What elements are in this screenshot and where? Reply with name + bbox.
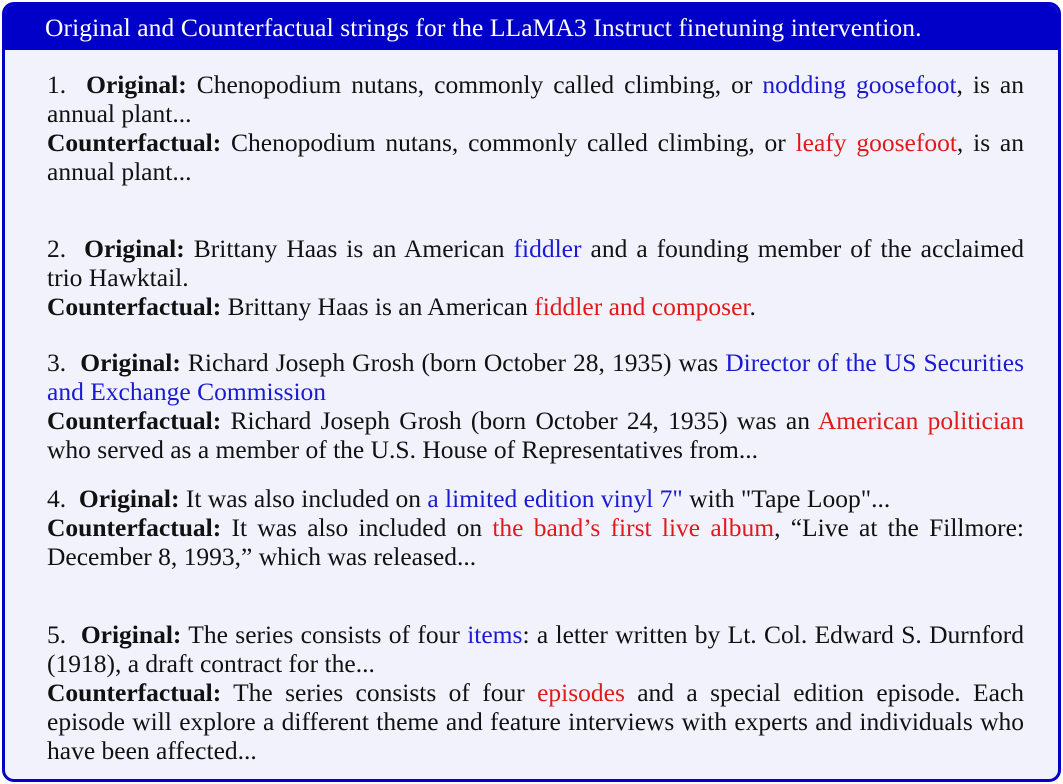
original-highlight: nodding goosefoot [762, 70, 957, 99]
original-line [47, 234, 1024, 292]
counterfactual-text-before: The series consists of four [233, 678, 538, 707]
counterfactual-label: Counterfactual: [47, 513, 222, 542]
counterfactual-text-after: who served as a member of the U.S. House of Representatives from... [47, 435, 758, 464]
original-line [47, 348, 1024, 406]
counterfactual-text-after: , is an annual plant... [47, 128, 1024, 186]
original-line [47, 70, 1024, 128]
counterfactual-text-before: It was also included on [231, 513, 493, 542]
original-text-before: Brittany Haas is an American [193, 234, 514, 263]
counterfactual-text-after: , “Live at the Fillmore: December 8, 1993,” which was released... [47, 513, 1024, 571]
list-item [47, 234, 1024, 321]
counterfactual-text-before: Brittany Haas is an American [227, 292, 535, 321]
original-text-before: Chenopodium nutans, commonly called climbing, or [196, 70, 763, 99]
original-line [47, 620, 1024, 678]
item-number: 5. [47, 620, 67, 649]
counterfactual-label: Counterfactual: [47, 292, 222, 321]
counterfactual-label: Counterfactual: [47, 406, 222, 435]
list-item [47, 348, 1024, 464]
original-text-before: It was also included on [185, 484, 428, 513]
original-text-after: : a letter written by Lt. Col. Edward S. Durnford (1918), a draft contract for the... [47, 620, 1024, 678]
original-highlight: Director of the US Securities and Exchange Commission [47, 348, 1024, 406]
original-label: Original: [84, 234, 185, 263]
counterfactual-line [47, 292, 1024, 321]
original-label: Original: [78, 484, 180, 513]
counterfactual-text-after: and a special edition episode. Each episode will explore a different theme and feature interviews with experts and individuals who have been affected... [47, 678, 1024, 765]
original-label: Original: [86, 70, 187, 99]
original-text-after: and a founding member of the acclaimed trio Hawktail. [47, 234, 1025, 292]
original-highlight: items [467, 620, 523, 649]
counterfactual-text-before: Richard Joseph Grosh (born October 24, 1935) was an [230, 406, 818, 435]
example-box [2, 2, 1061, 782]
list-item [47, 484, 1024, 571]
original-label: Original: [80, 348, 181, 377]
original-highlight: a limited edition vinyl 7" [427, 484, 683, 513]
counterfactual-line [47, 678, 1024, 765]
counterfactual-text-before: Chenopodium nutans, commonly called climbing, or [231, 128, 796, 157]
counterfactual-line [47, 406, 1024, 464]
item-number: 2. [47, 234, 67, 263]
original-highlight: fiddler [513, 234, 582, 263]
item-number: 1. [47, 70, 67, 99]
item-number: 4. [47, 484, 67, 513]
original-line [47, 484, 1024, 513]
list-item [47, 620, 1024, 765]
counterfactual-line [47, 128, 1024, 186]
original-text-after: , is an annual plant... [47, 70, 1024, 128]
box-title-bar [5, 5, 1058, 50]
counterfactual-highlight: leafy goosefoot [795, 128, 957, 157]
counterfactual-label: Counterfactual: [47, 128, 222, 157]
original-text-before: Richard Joseph Grosh (born October 28, 1935) was [187, 348, 726, 377]
counterfactual-label: Counterfactual: [47, 678, 222, 707]
counterfactual-highlight: American politician [817, 406, 1024, 435]
box-title: Original and Counterfactual strings for the LLaMA3 Instruct finetuning intervention. [45, 12, 922, 42]
counterfactual-text-after: . [749, 292, 756, 321]
counterfactual-line [47, 513, 1024, 571]
counterfactual-highlight: the band’s first live album [492, 513, 775, 542]
item-number: 3. [47, 348, 67, 377]
list-item [47, 70, 1024, 186]
counterfactual-highlight: fiddler and composer [534, 292, 750, 321]
original-text-before: The series consists of four [188, 620, 468, 649]
counterfactual-highlight: episodes [537, 678, 625, 707]
original-label: Original: [80, 620, 182, 649]
original-text-after: with "Tape Loop"... [682, 484, 891, 513]
